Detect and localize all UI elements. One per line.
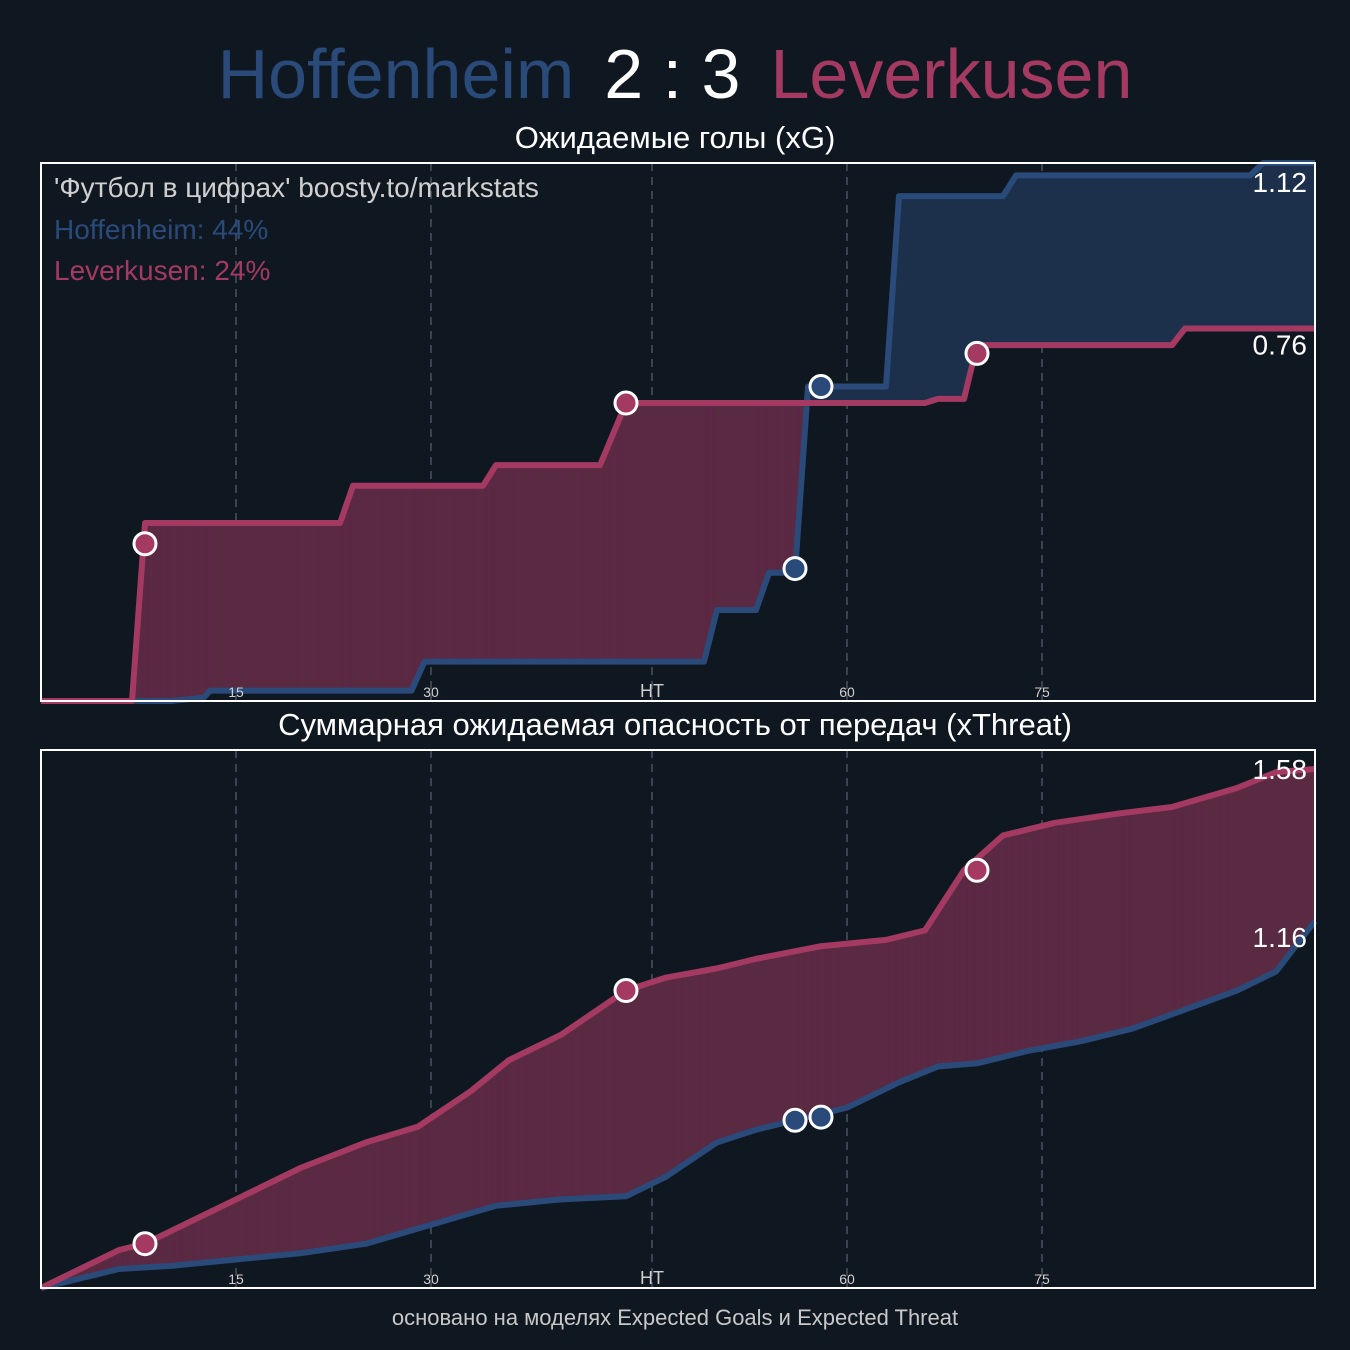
fill-between-segment <box>613 424 617 662</box>
x-tick-label: 15 <box>228 1271 244 1287</box>
fill-between-segment <box>464 486 474 662</box>
fill-between-segment <box>375 1137 384 1241</box>
fill-between-segment <box>561 1027 572 1199</box>
fill-between-segment <box>193 523 198 699</box>
home-goal-marker <box>784 1109 806 1131</box>
away-goal-marker <box>615 392 637 414</box>
fill-between-segment <box>323 1155 334 1250</box>
fill-between-segment <box>873 941 880 1095</box>
fill-between-segment <box>1185 175 1196 328</box>
fill-between-segment <box>526 1047 535 1202</box>
fill-between-segment <box>903 196 907 403</box>
fill-between-segment <box>451 1100 458 1219</box>
fill-between-segment <box>210 523 232 691</box>
fill-between-segment <box>994 839 998 1059</box>
fill-between-segment <box>167 1231 171 1266</box>
fill-between-segment <box>743 960 750 1134</box>
fill-between-segment <box>444 486 454 662</box>
fill-between-segment <box>717 403 724 610</box>
fill-between-segment <box>912 196 916 403</box>
fill-between-segment <box>1202 796 1211 1004</box>
fill-between-segment <box>769 403 773 573</box>
fill-between-segment <box>750 959 757 1132</box>
fill-between-segment <box>1153 809 1160 1022</box>
fill-between-segment <box>544 1039 553 1201</box>
fill-between-segment <box>867 941 874 1098</box>
fill-between-segment <box>565 465 582 662</box>
credit-annotation: 'Футбол в цифрах' boosty.to/markstats <box>54 172 539 203</box>
fill-between-segment <box>1196 175 1207 328</box>
fill-between-segment <box>1140 810 1147 1026</box>
fill-between-segment <box>1302 770 1309 938</box>
fill-between-segment <box>916 931 920 1075</box>
fill-between-segment <box>236 1194 247 1259</box>
fill-between-segment <box>232 523 254 691</box>
fill-between-segment <box>1220 791 1229 997</box>
fill-between-segment <box>981 196 985 345</box>
fill-between-segment <box>1012 832 1016 1055</box>
fill-between-segment <box>431 1114 438 1225</box>
fill-between-segment <box>604 444 608 661</box>
fill-between-segment <box>938 904 942 1067</box>
fill-between-segment <box>401 1129 410 1233</box>
fill-between-segment <box>1055 822 1059 1046</box>
fill-between-segment <box>1003 834 1007 1057</box>
fill-between-segment <box>947 196 951 399</box>
fill-between-segment <box>847 943 854 1108</box>
away-share-annotation: Leverkusen: 24% <box>54 255 271 286</box>
fill-between-segment <box>652 980 659 1184</box>
fill-between-segment <box>977 196 981 345</box>
fill-between-segment <box>1146 809 1153 1023</box>
fill-between-segment <box>1296 770 1303 946</box>
fill-between-segment <box>617 413 621 661</box>
fill-between-segment <box>444 1105 451 1221</box>
fill-between-segment <box>999 835 1003 1058</box>
fill-between-segment <box>942 196 946 399</box>
xthreat-chart <box>0 749 1350 1289</box>
fill-between-segment <box>626 403 639 662</box>
fill-between-segment <box>1038 826 1042 1049</box>
fill-between-segment <box>464 1092 471 1215</box>
fill-between-segment <box>1133 811 1140 1029</box>
match-score: 2 : 3 <box>604 35 741 113</box>
fill-between-segment <box>513 465 530 662</box>
fill-between-segment <box>470 1088 474 1213</box>
fill-between-segment <box>409 1127 418 1231</box>
home-share-annotation: Hoffenheim: 44% <box>54 214 269 245</box>
fill-between-segment <box>572 1020 583 1199</box>
fill-between-segment <box>843 944 847 1109</box>
fill-between-segment <box>247 1189 258 1259</box>
away-goal-marker <box>134 533 156 555</box>
fill-between-segment <box>960 196 964 399</box>
home-team-name: Hoffenheim <box>217 35 575 113</box>
fill-between-segment <box>1114 813 1121 1033</box>
x-tick-label: HT <box>640 681 664 701</box>
fill-between-segment <box>531 465 548 662</box>
fill-between-segment <box>1059 822 1063 1046</box>
fill-between-segment <box>921 196 925 403</box>
fill-between-segment <box>825 945 829 1113</box>
fill-between-segment <box>275 523 297 691</box>
fill-between-segment <box>817 946 821 1115</box>
fill-between-segment <box>1228 788 1237 994</box>
fill-between-segment <box>908 934 912 1079</box>
fill-between-segment <box>1064 821 1068 1044</box>
fill-between-segment <box>947 890 951 1065</box>
fill-between-segment <box>838 944 842 1110</box>
xg-chart-title: Ожидаемые голы (xG) <box>514 120 836 155</box>
fill-between-segment <box>279 1173 290 1255</box>
fill-between-segment <box>334 1151 345 1249</box>
fill-between-segment <box>1088 817 1095 1039</box>
fill-between-segment <box>201 1212 210 1263</box>
fill-between-segment <box>921 930 925 1073</box>
fill-between-segment <box>1194 798 1203 1006</box>
fill-between-segment <box>1120 175 1146 345</box>
fill-between-segment <box>479 1081 483 1211</box>
fill-between-segment <box>402 486 412 691</box>
fill-between-segment <box>776 954 783 1125</box>
fill-between-segment <box>717 967 724 1143</box>
fill-between-segment <box>912 932 916 1077</box>
fill-between-segment <box>438 1109 445 1223</box>
fill-between-segment <box>604 998 615 1197</box>
fill-between-segment <box>363 486 373 691</box>
fill-between-segment <box>724 403 731 610</box>
away-goal-marker <box>615 980 637 1002</box>
fill-between-segment <box>1025 829 1029 1052</box>
fill-between-segment <box>899 936 903 1083</box>
fill-between-segment <box>1068 175 1094 345</box>
home-end-value: 1.12 <box>1252 167 1307 198</box>
fill-between-segment <box>1185 801 1194 1010</box>
x-tick-label: 60 <box>839 684 855 700</box>
fill-between-segment <box>1016 175 1042 345</box>
x-tick-label: 75 <box>1034 684 1050 700</box>
fill-between-segment <box>176 523 181 700</box>
fill-between-segment <box>678 403 691 662</box>
fill-between-segment <box>1094 175 1120 345</box>
fill-between-segment <box>373 486 383 691</box>
fill-between-segment <box>1207 175 1218 328</box>
fill-between-segment <box>1029 828 1033 1051</box>
away-team-name: Leverkusen <box>770 35 1133 113</box>
fill-between-segment <box>1094 816 1101 1038</box>
fill-between-segment <box>344 1147 355 1247</box>
fill-between-segment <box>210 1208 219 1262</box>
fill-between-segment <box>799 950 803 1120</box>
fill-between-segment <box>583 465 600 662</box>
fill-between-segment <box>999 196 1003 345</box>
fill-between-segment <box>977 855 981 1064</box>
fill-between-segment <box>691 972 700 1160</box>
fill-between-segment <box>782 953 789 1124</box>
fill-between-segment <box>474 1085 478 1212</box>
fill-between-segment <box>594 1005 605 1198</box>
xg-chart <box>0 162 1350 702</box>
fill-between-segment <box>355 1142 366 1245</box>
fill-between-segment <box>854 942 861 1104</box>
fill-between-segment <box>743 403 750 610</box>
fill-between-segment <box>986 196 990 345</box>
fill-between-segment <box>496 465 513 662</box>
fill-between-segment <box>955 877 959 1065</box>
fill-between-segment <box>1077 819 1081 1042</box>
fill-between-segment <box>227 1199 236 1260</box>
fill-between-segment <box>1228 175 1239 328</box>
fill-between-segment <box>609 434 613 662</box>
fill-between-segment <box>773 403 777 573</box>
fill-between-segment <box>795 950 799 1120</box>
fill-between-segment <box>269 1178 280 1256</box>
fill-between-segment <box>880 940 887 1092</box>
fill-between-segment <box>187 523 192 699</box>
fill-between-segment <box>1072 820 1076 1043</box>
fill-between-segment <box>1051 823 1055 1047</box>
fill-between-segment <box>312 1159 323 1251</box>
fill-between-segment <box>665 976 674 1177</box>
fill-between-segment <box>750 403 757 610</box>
fill-between-segment <box>1166 807 1173 1017</box>
fill-between-segment <box>639 403 652 662</box>
fill-between-segment <box>1107 814 1114 1035</box>
home-goal-marker <box>810 1106 832 1128</box>
fill-between-segment <box>425 486 435 662</box>
fill-between-segment <box>903 935 907 1081</box>
fill-between-segment <box>786 403 790 573</box>
fill-between-segment <box>583 1013 594 1199</box>
fill-between-segment <box>994 196 998 345</box>
fill-between-segment <box>1020 830 1024 1053</box>
fill-between-segment <box>700 970 709 1154</box>
fill-between-segment <box>290 1168 301 1255</box>
fill-between-segment <box>1007 833 1011 1056</box>
fill-between-segment <box>990 843 994 1060</box>
fill-between-segment <box>382 486 392 691</box>
footer-note: основано на моделях Expected Goals и Expected Threat <box>391 1305 959 1330</box>
fill-between-segment <box>253 523 275 691</box>
fill-between-segment <box>518 1052 527 1204</box>
fill-between-segment <box>392 486 402 691</box>
fill-between-segment <box>1068 820 1072 1043</box>
fill-between-segment <box>730 964 737 1139</box>
fill-between-segment <box>548 465 565 662</box>
fill-between-segment <box>473 486 483 662</box>
fill-between-segment <box>171 523 176 701</box>
fill-between-segment <box>487 1074 491 1208</box>
fill-between-segment <box>1237 785 1244 990</box>
x-tick-label: 30 <box>423 684 439 700</box>
fill-between-segment <box>990 196 994 345</box>
fill-between-segment <box>955 196 959 399</box>
fill-between-segment <box>1016 831 1020 1054</box>
fill-between-segment <box>1042 175 1068 345</box>
fill-between-segment <box>778 403 782 573</box>
fill-between-segment <box>1081 818 1088 1041</box>
fill-between-segment <box>763 956 770 1128</box>
match-header <box>0 24 1350 124</box>
fill-between-segment <box>804 949 808 1118</box>
fill-between-segment <box>665 403 678 662</box>
fill-between-segment <box>860 942 867 1102</box>
home-goal-marker <box>810 375 832 397</box>
fill-between-segment <box>938 196 942 399</box>
fill-between-segment <box>198 523 203 698</box>
fill-between-segment <box>769 955 776 1127</box>
away-end-value: 0.76 <box>1252 329 1307 361</box>
fill-between-segment <box>622 403 626 662</box>
fill-between-segment <box>646 982 653 1187</box>
fill-between-segment <box>639 984 646 1190</box>
fill-between-segment <box>615 991 626 1197</box>
fill-between-segment <box>730 403 737 610</box>
fill-between-segment <box>1046 824 1050 1048</box>
fill-between-segment <box>182 523 187 700</box>
fill-between-segment <box>724 965 731 1140</box>
fill-between-segment <box>1211 793 1220 1000</box>
fill-between-segment <box>942 897 946 1066</box>
fill-between-segment <box>483 1078 487 1210</box>
fill-between-segment <box>830 945 834 1112</box>
fill-between-segment <box>951 884 955 1066</box>
fill-between-segment <box>1033 827 1037 1050</box>
home-goal-marker <box>784 558 806 580</box>
x-tick-label: 15 <box>228 684 244 700</box>
fill-between-segment <box>691 403 704 662</box>
fill-between-segment <box>960 870 964 1064</box>
away-goal-marker <box>134 1233 156 1255</box>
fill-between-segment <box>916 196 920 403</box>
fill-between-segment <box>454 486 464 662</box>
fill-between-segment <box>1306 163 1315 329</box>
fill-between-segment <box>782 403 786 573</box>
away-goal-marker <box>966 859 988 881</box>
fill-between-segment <box>737 962 744 1136</box>
fill-between-segment <box>392 1132 401 1236</box>
fill-between-segment <box>1159 808 1166 1019</box>
fill-between-segment <box>301 1164 312 1254</box>
fill-between-segment <box>297 523 319 691</box>
fill-between-segment <box>652 403 665 662</box>
away-goal-marker <box>966 342 988 364</box>
fill-between-segment <box>353 486 363 691</box>
home-end-value: 1.16 <box>1252 921 1307 953</box>
fill-between-segment <box>981 851 985 1062</box>
fill-between-segment <box>756 958 763 1130</box>
x-tick-label: HT <box>640 1268 664 1288</box>
fill-between-segment <box>1146 175 1172 345</box>
fill-between-segment <box>1244 783 1251 988</box>
fill-between-segment <box>674 975 683 1172</box>
fill-between-segment <box>552 1035 561 1200</box>
fill-between-segment <box>219 1204 228 1262</box>
fill-between-segment <box>737 403 744 610</box>
fill-between-segment <box>789 951 796 1122</box>
fill-between-segment <box>258 1184 269 1258</box>
fill-between-segment <box>318 523 340 691</box>
fill-between-segment <box>383 1135 392 1239</box>
fill-between-segment <box>808 948 812 1117</box>
fill-between-segment <box>600 455 604 662</box>
fill-between-segment <box>535 1043 544 1202</box>
fill-between-segment <box>1101 815 1108 1036</box>
fill-between-segment <box>708 968 717 1148</box>
fill-between-segment <box>659 978 666 1181</box>
fill-between-segment <box>434 486 444 662</box>
fill-between-segment <box>1250 780 1257 984</box>
fill-between-segment <box>457 1096 464 1217</box>
fill-between-segment <box>1218 175 1229 328</box>
fill-between-segment <box>951 196 955 399</box>
fill-between-segment <box>812 947 816 1116</box>
fill-between-segment <box>193 1216 202 1263</box>
fill-between-segment <box>366 1140 375 1244</box>
fill-between-segment <box>1239 175 1250 328</box>
away-end-value: 1.58 <box>1252 754 1307 785</box>
fill-between-segment <box>1042 825 1046 1048</box>
fill-between-segment <box>821 946 825 1114</box>
x-tick-label: 75 <box>1034 1271 1050 1287</box>
x-tick-label: 30 <box>423 1271 439 1287</box>
fill-between-segment <box>908 196 912 403</box>
x-tick-label: 60 <box>839 1271 855 1287</box>
fill-between-segment <box>682 973 691 1166</box>
fill-between-segment <box>509 1056 518 1205</box>
fill-between-segment <box>633 986 640 1193</box>
fill-between-segment <box>986 847 990 1061</box>
fill-between-segment <box>626 988 633 1196</box>
xthreat-chart-title: Суммарная ожидаемая опасность от передач (xThreat) <box>278 707 1072 742</box>
fill-between-segment <box>834 945 838 1111</box>
fill-between-segment <box>492 1071 496 1207</box>
